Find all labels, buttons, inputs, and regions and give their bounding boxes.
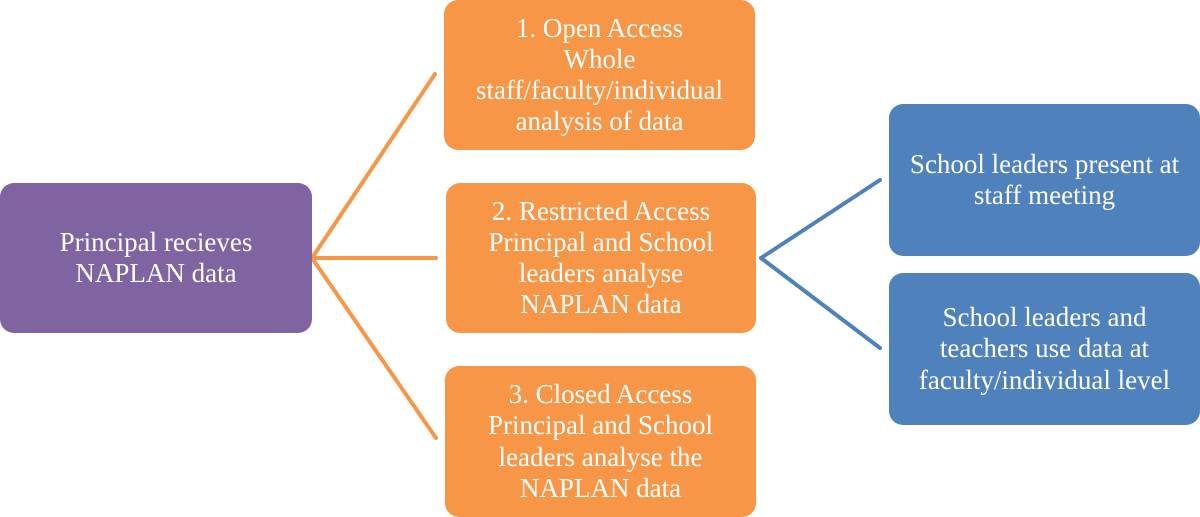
root-node-principal xyxy=(0,183,312,333)
result-node-faculty-level xyxy=(889,273,1200,425)
connector-option-2-to-result-2 xyxy=(761,258,880,348)
connector-root-to-option-3 xyxy=(312,258,436,438)
option-node-open-access xyxy=(444,0,755,150)
root-node-label: Principal recieves NAPLAN data xyxy=(59,226,253,288)
option-node-label: 1. Open Access Whole staff/faculty/individual analysis of data xyxy=(476,12,723,137)
result-node-label: School leaders present at staff meeting xyxy=(909,148,1180,210)
option-node-closed-access xyxy=(445,366,756,517)
option-node-restricted-access xyxy=(446,183,756,333)
option-node-label: 2. Restricted Access Principal and School leaders analyse NAPLAN data xyxy=(488,195,714,320)
result-node-label: School leaders and teachers use data at faculty/individual level xyxy=(918,302,1171,395)
result-node-staff-meeting xyxy=(889,104,1200,256)
connector-root-to-option-1 xyxy=(312,74,435,258)
connector-option-2-to-result-1 xyxy=(761,180,880,258)
option-node-label: 3. Closed Access Principal and School leaders analyse the NAPLAN data xyxy=(488,379,713,503)
